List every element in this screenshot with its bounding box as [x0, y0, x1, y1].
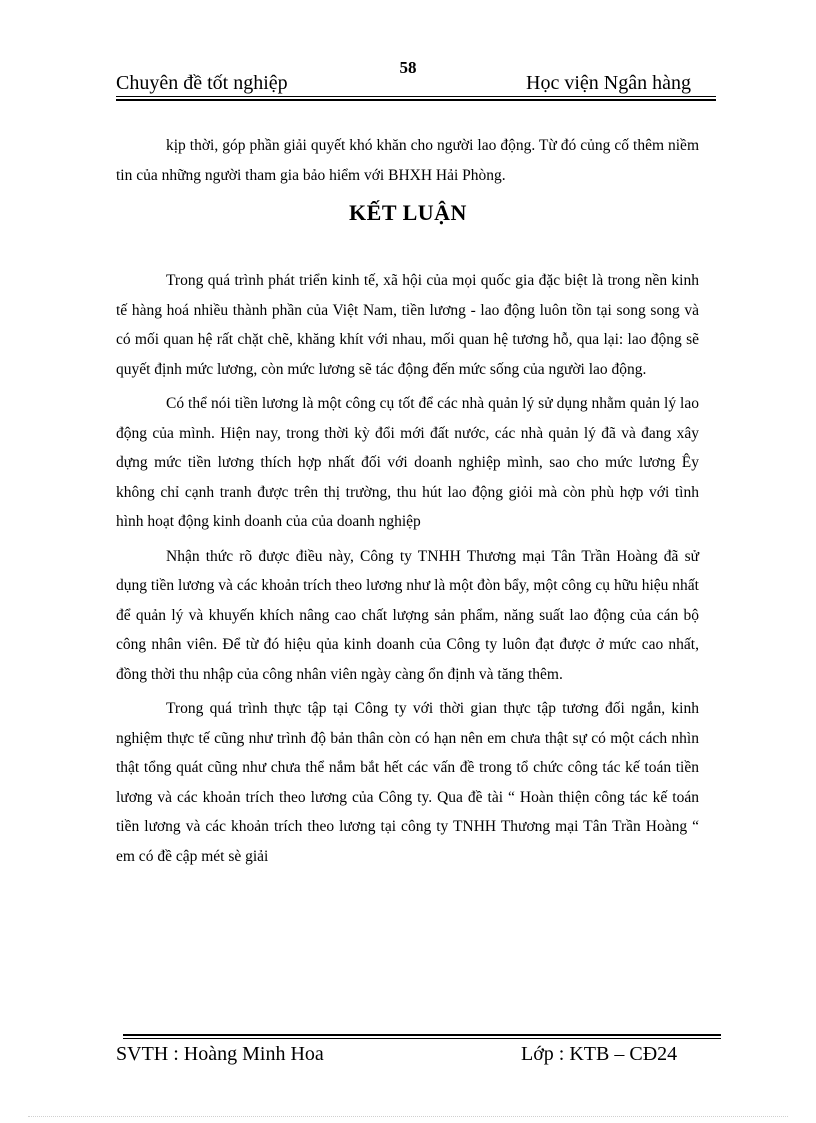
intro-text — [116, 131, 699, 190]
conclusion-body — [116, 266, 699, 876]
header-rule — [116, 96, 716, 97]
footer-class: Lớp : KTB – CĐ24 — [521, 1043, 678, 1065]
paragraph-3: Nhận thức rõ được điều này, Công ty TNHH Thương mại Tân Trần Hoàng đã sử dụng tiền lương và các khoản trích theo lương như là một đòn bẩy, một công cụ hữu hiệu nhất để quản lý và khuyến khích nâng cao chất lượng sản phẩm, năng suất lao động của cán bộ công nhân viên. Để từ đó hiệu qủa kinh doanh của Công ty luôn đạt được ở mức cao nhất, đồng thời thu nhập của công nhân viên ngày càng ổn định và tăng thêm. — [116, 547, 699, 683]
header-title-right: Học viện Ngân hàng — [526, 72, 691, 94]
section-heading: KẾT LUẬN — [349, 200, 467, 225]
paragraph-1: Trong quá trình phát triển kinh tế, xã hội của mọi quốc gia đặc biệt là trong nền kinh tế hàng hoá nhiều thành phần của Việt Nam, tiền lương - lao động luôn tồn tại song song và có mối quan hệ rất chặt chẽ, khăng khít với nhau, mối quan hệ tương hỗ, qua lại: lao động sẽ quyết định mức lương, còn mức lương sẽ tác động đến mức sống của người lao động. — [116, 272, 699, 378]
page-number: 58 — [399, 58, 417, 77]
paragraph-2: Có thể nói tiền lương là một công cụ tốt để các nhà quản lý sử dụng nhằm quản lý lao động của mình. Hiện nay, trong thời kỳ đổi mới đất nước, các nhà quản lý đã và đang xây dựng mức tiền lương thích hợp nhất đối với doanh nghiệp mình, sao cho mức lương Êy không chỉ cạnh tranh được trên thị trường, thu hút lao động giỏi mà còn phù hợp với tình hình hoạt động kinh doanh của của doanh nghiệp — [116, 395, 699, 530]
header-rule-double — [116, 99, 716, 101]
intro-paragraph: kịp thời, góp phần giải quyết khó khăn cho người lao động. Từ đó củng cố thêm niềm tin của những người tham gia bảo hiểm với BHXH Hải Phòng. — [116, 137, 699, 184]
footer-student: SVTH : Hoàng Minh Hoa — [116, 1043, 324, 1065]
header-title-left: Chuyên đề tốt nghiệp — [116, 72, 288, 94]
footer-rule — [123, 1038, 721, 1039]
page-bottom-border — [28, 1116, 788, 1117]
paragraph-4: Trong quá trình thực tập tại Công ty với thời gian thực tập tương đối ngắn, kinh nghiệm thực tế cũng như trình độ bản thân còn có hạn nên em chưa thật sự có một cách nhìn thật tổng quát cũng như chưa thể nắm bắt hết các vấn đề trong tổ chức công tác kế toán tiền lương và các khoản trích theo lương của Công ty. Qua đề tài “ Hoàn thiện công tác kế toán tiền lương và các khoản trích theo lương tại công ty TNHH Thương mại Tân Trần Hoàng “ em có đề cập mét sè giải — [116, 700, 699, 865]
footer-rule-double — [123, 1034, 721, 1036]
